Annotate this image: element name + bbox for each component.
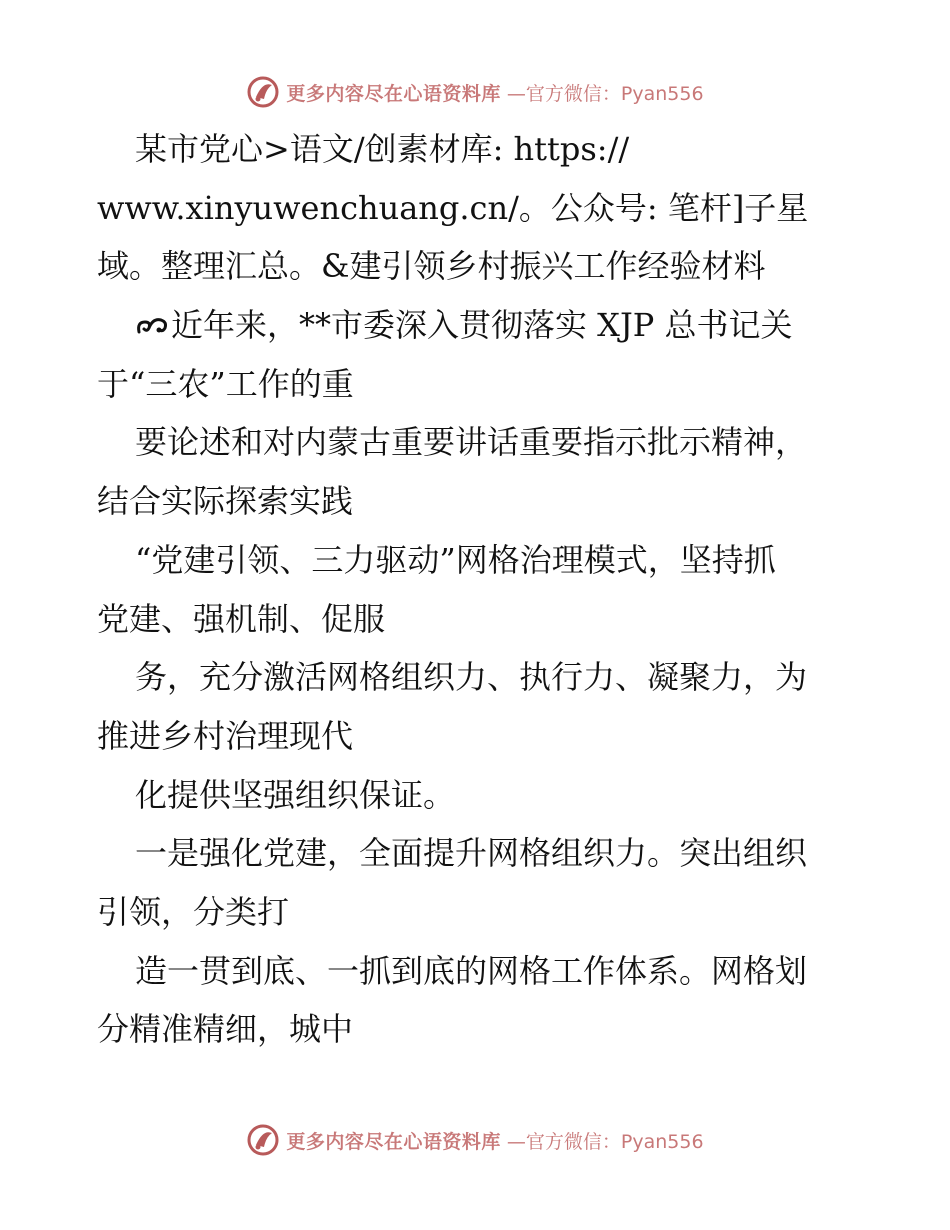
footer-banner <box>0 1120 950 1160</box>
text-line <box>97 648 857 707</box>
text-line-content: 域。整理汇总。&建引领乡村振兴工作经验材料 <box>97 247 766 286</box>
text-line <box>97 296 857 355</box>
text-line <box>97 355 857 414</box>
text-line-content: 分精准精细，城中 <box>97 1010 354 1049</box>
text-line-content: “党建引领、三力驱动”网格治理模式，坚持抓 <box>135 540 776 579</box>
logo-icon <box>246 1123 280 1157</box>
text-line <box>97 590 857 649</box>
text-line <box>97 1000 857 1059</box>
text-line <box>97 413 857 472</box>
logo-icon <box>246 75 280 109</box>
text-line <box>97 942 857 1001</box>
text-line-content: 于“三农”工作的重 <box>97 364 354 403</box>
text-line <box>97 824 857 883</box>
text-line-content: 造一贯到底、一抓到底的网格工作体系。网格划 <box>135 951 808 990</box>
banner-wechat: —官方微信：Pyan556 <box>506 82 704 105</box>
text-line <box>97 179 857 238</box>
footer-banner-title: 更多内容尽在心语资料库 <box>286 1130 501 1153</box>
document-body <box>97 120 857 1059</box>
swirl-ornament-icon <box>135 298 169 357</box>
text-line <box>97 237 857 296</box>
text-line-content: 一是强化党建，全面提升网格组织力。突出组织 <box>135 834 808 873</box>
text-line-content: 化提供坚强组织保证。 <box>135 775 456 814</box>
text-line-content: 近年来，**市委深入贯彻落实 XJP 总书记关 <box>171 306 793 345</box>
text-line <box>97 766 857 825</box>
text-line-content: 结合实际探索实践 <box>97 482 354 521</box>
text-line <box>97 120 857 179</box>
text-line-content: 推进乡村治理现代 <box>97 716 354 755</box>
header-banner <box>0 72 950 112</box>
text-line <box>97 531 857 590</box>
text-line <box>97 707 857 766</box>
text-line <box>97 472 857 531</box>
text-line-content: 党建、强机制、促服 <box>97 599 386 638</box>
text-line-content: 某市党心>语文/创素材库: https:// <box>135 130 630 168</box>
text-line-content: 务，充分激活网格组织力、执行力、凝聚力，为 <box>135 658 808 697</box>
banner-title: 更多内容尽在心语资料库 <box>286 82 501 105</box>
text-line-content: 要论述和对内蒙古重要讲话重要指示批示精神， <box>135 423 808 462</box>
text-line-content: www.xinyuwenchuang.cn/。公众号: 笔杆]子星 <box>97 188 809 227</box>
text-line-content: 引领，分类打 <box>97 892 290 931</box>
text-line <box>97 883 857 942</box>
footer-banner-wechat: —官方微信：Pyan556 <box>506 1130 704 1153</box>
